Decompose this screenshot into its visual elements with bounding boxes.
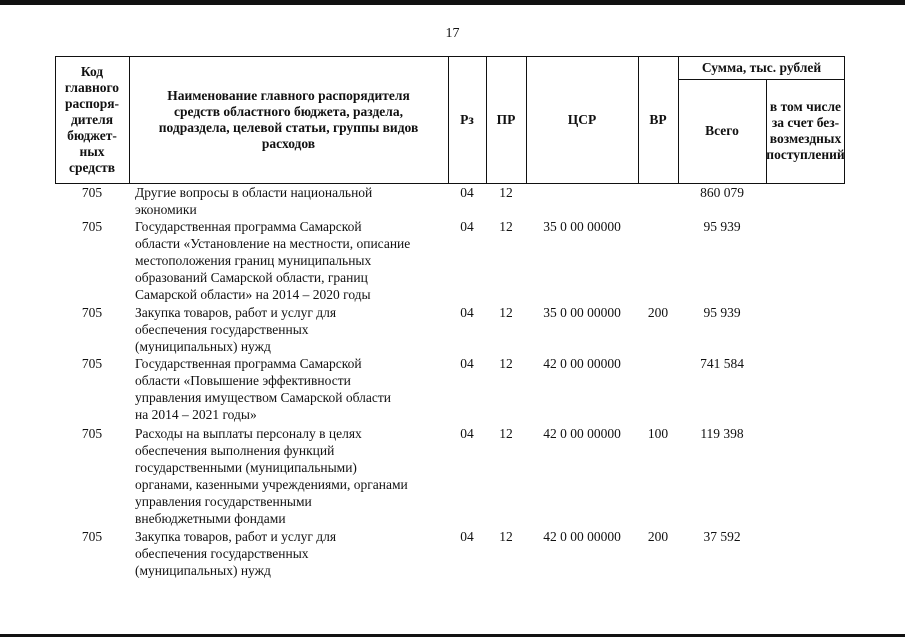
header-incl-grants: в том числе за счет без- возмездных поступлений: [766, 99, 845, 162]
row-total: 119 398: [700, 426, 744, 441]
row-csr: 42 0 00 00000: [543, 356, 621, 371]
row-total: 860 079: [700, 185, 744, 200]
row-total: 741 584: [700, 356, 744, 371]
row-name: Государственная программа Самарской области «Повышение эффективности управления имуществом Самарской области на 2014 – 2021 годы»: [135, 356, 392, 422]
header-code: Код главного распоря- дителя бюджет- ных средств: [64, 63, 120, 175]
row-code: 705: [81, 185, 103, 200]
header-csr: ЦСР: [567, 111, 597, 127]
row-pr: 12: [499, 426, 513, 441]
row-pr: 12: [499, 356, 513, 371]
row-total: 37 592: [703, 529, 741, 544]
row-rz: 04: [460, 426, 474, 441]
row-csr: 42 0 00 00000: [543, 426, 621, 441]
row-pr: 12: [499, 185, 513, 200]
row-csr: 35 0 00 00000: [543, 219, 621, 234]
row-vr: 200: [647, 529, 669, 544]
row-pr: 12: [499, 529, 513, 544]
top-border: [0, 0, 905, 5]
header-vr: ВР: [649, 111, 667, 127]
budget-table: [55, 56, 845, 586]
bottom-border: [0, 634, 905, 637]
row-total: 95 939: [703, 219, 741, 234]
row-rz: 04: [460, 219, 474, 234]
row-code: 705: [81, 356, 103, 371]
header-total: Всего: [705, 123, 739, 138]
row-pr: 12: [499, 305, 513, 320]
row-name: Закупка товаров, работ и услуг для обеспечения государственных (муниципальных) нужд: [135, 305, 337, 354]
row-csr: 35 0 00 00000: [543, 305, 621, 320]
row-name: Государственная программа Самарской области «Установление на местности, описание местоположения границ муниципальных образований Самарской области, границ Самарской области» на 2014 – 2020 годы: [135, 219, 411, 302]
row-name: Расходы на выплаты персоналу в целях обеспечения выполнения функций государственными (муниципальными) органами, казенными учреждениями, органами управления государственными внебюджетными фондами: [135, 426, 408, 526]
header-name: Наименование главного распорядителя средств областного бюджета, раздела, подраздела, целевой статьи, группы видов расходов: [158, 87, 419, 151]
row-name: Закупка товаров, работ и услуг для обеспечения государственных (муниципальных) нужд: [135, 529, 337, 578]
row-code: 705: [81, 426, 103, 441]
row-vr: 200: [647, 305, 669, 320]
row-rz: 04: [460, 185, 474, 200]
row-rz: 04: [460, 305, 474, 320]
row-vr: 100: [647, 426, 669, 441]
row-rz: 04: [460, 529, 474, 544]
header-pr: ПР: [496, 111, 516, 127]
row-pr: 12: [499, 219, 513, 234]
page-number: 17: [445, 26, 460, 41]
row-rz: 04: [460, 356, 474, 371]
row-code: 705: [81, 529, 103, 544]
row-csr: 42 0 00 00000: [543, 529, 621, 544]
header-rz: Рз: [460, 111, 474, 127]
header-sum: Сумма, тыс. рублей: [701, 59, 822, 75]
row-total: 95 939: [703, 305, 741, 320]
row-code: 705: [81, 219, 103, 234]
row-code: 705: [81, 305, 103, 320]
row-name: Другие вопросы в области национальной экономики: [135, 185, 373, 217]
